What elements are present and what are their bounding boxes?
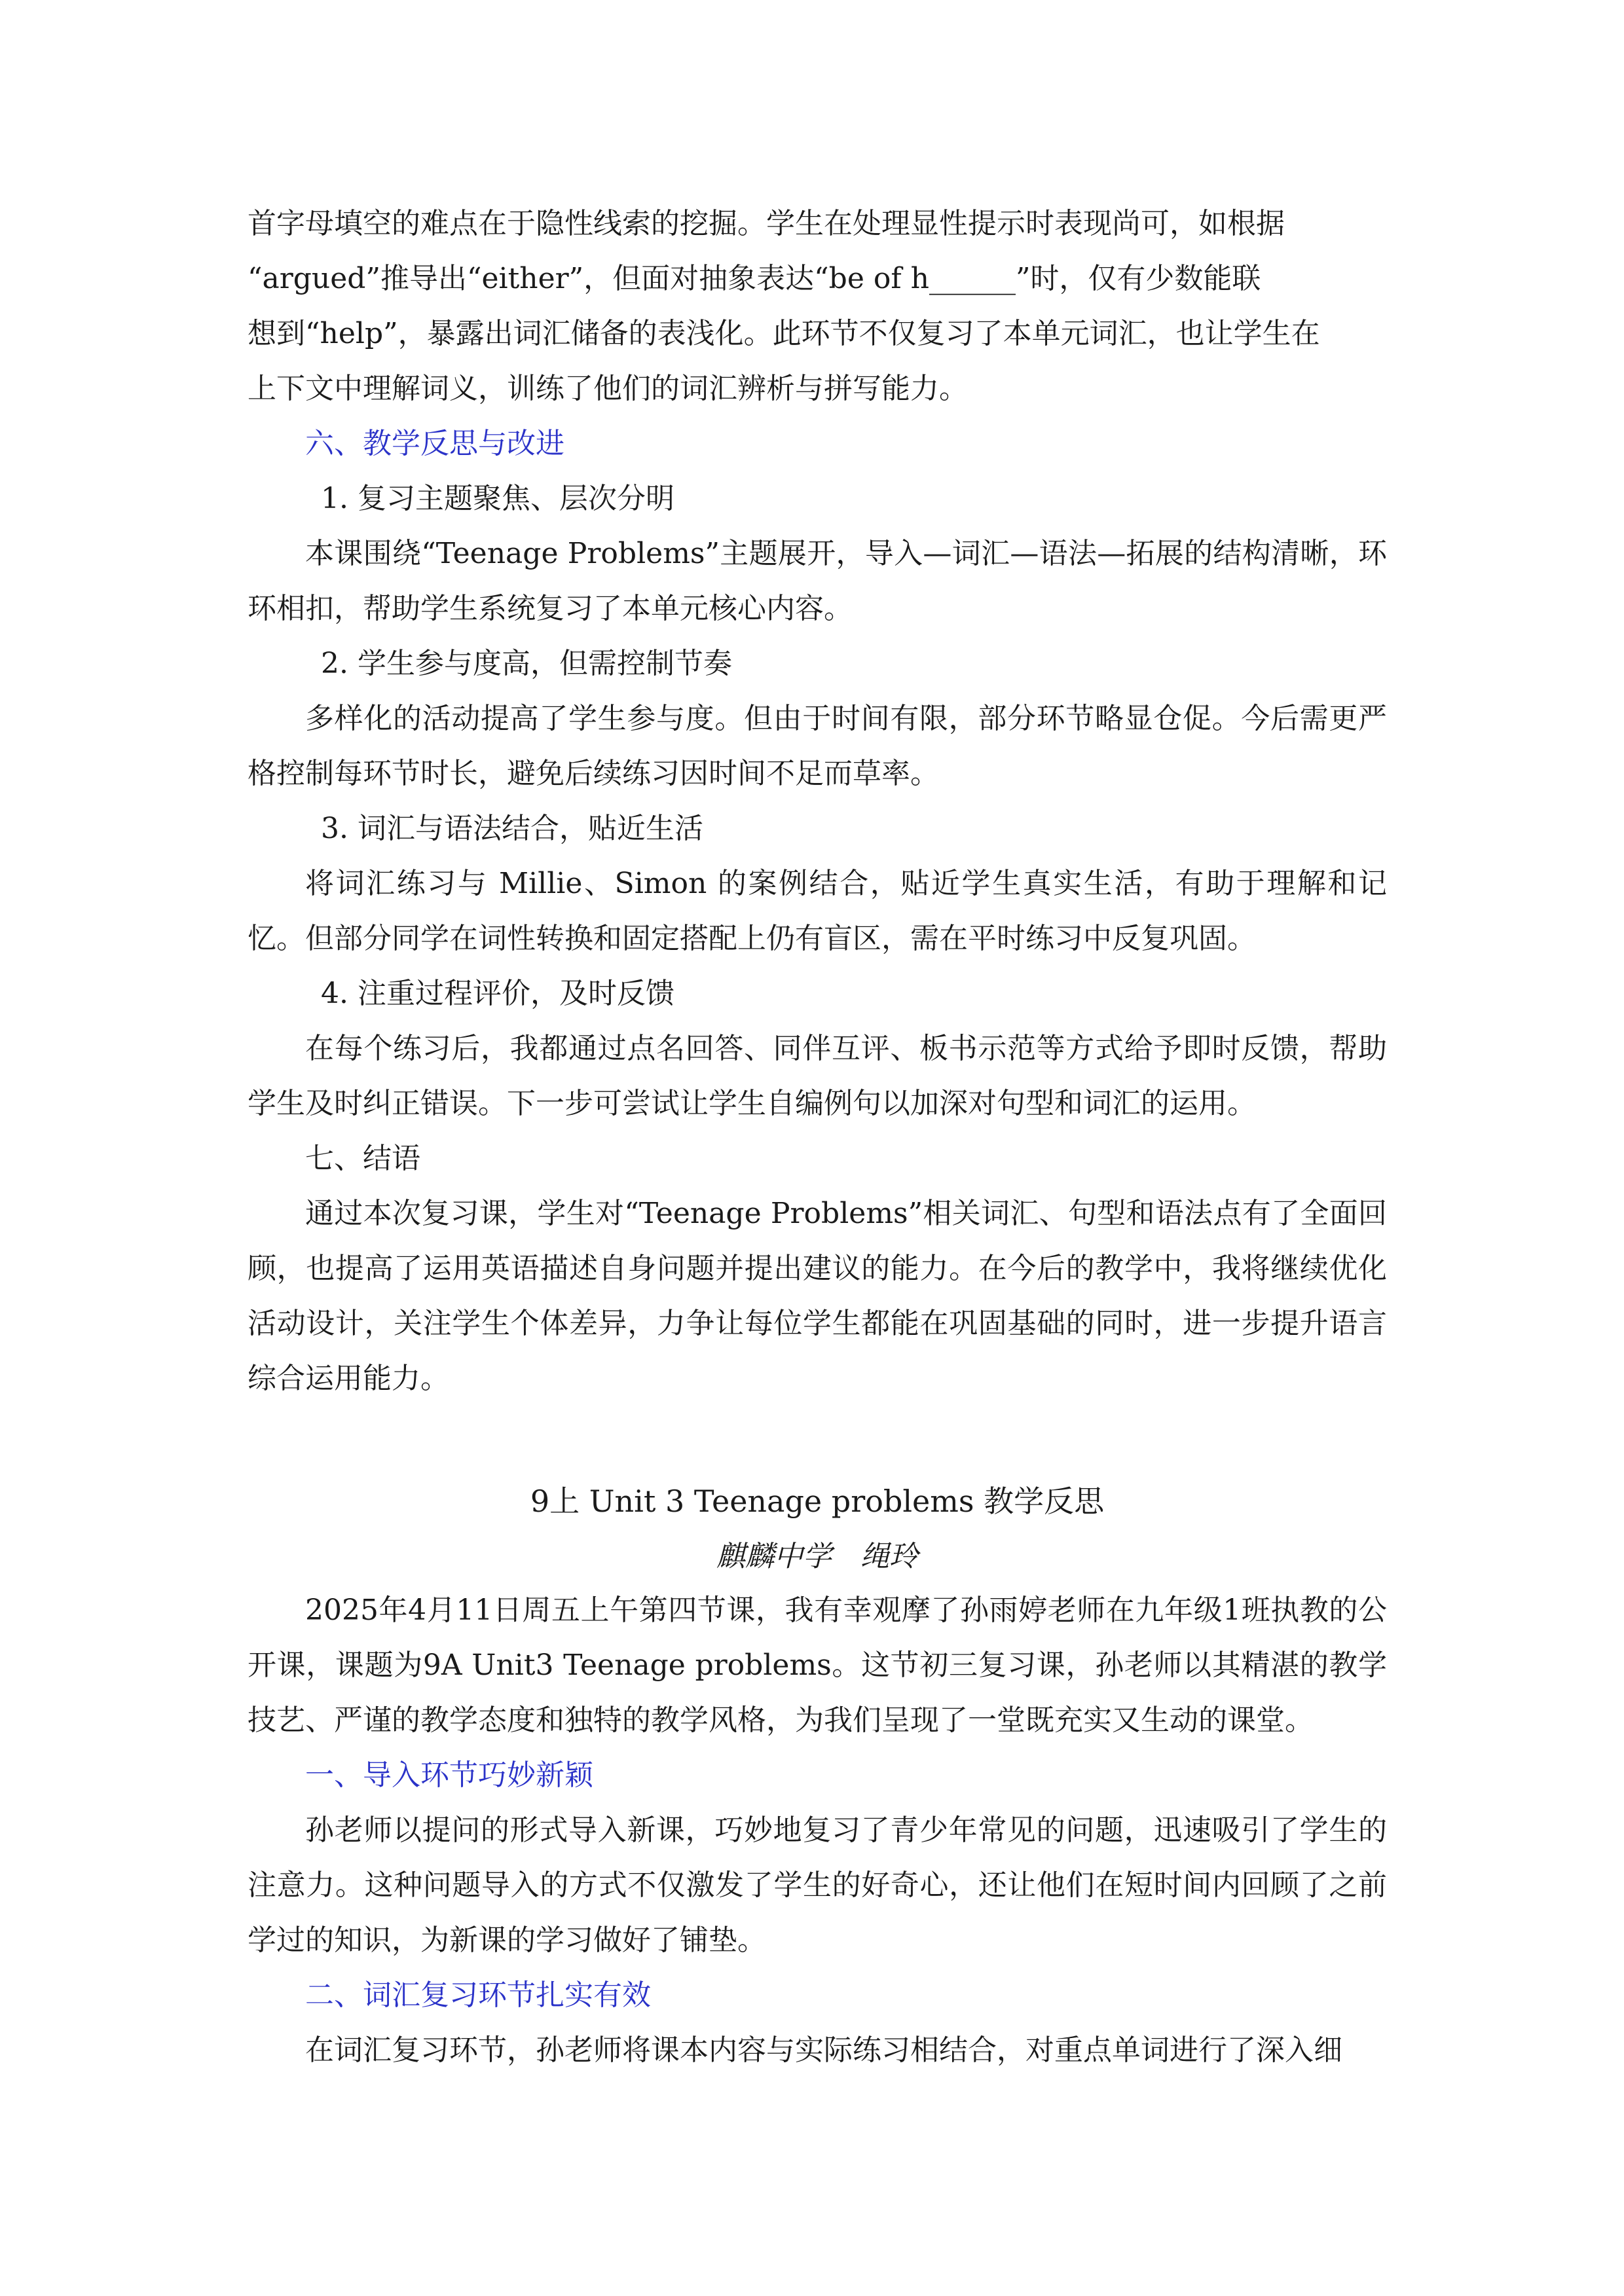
section6-item-title: 3. 词汇与语法结合，贴近生活 xyxy=(321,812,703,845)
intro-line: 想到“help”，暴露出词汇储备的表浅化。此环节不仅复习了本单元词汇，也让学生在 xyxy=(248,317,1320,350)
article-intro: 2025年4月11日周五上午第四节课，我有幸观摩了孙雨婷老师在九年级1班执教的公开课，课题为9A Unit3 Teenage problems。这节初三复习课，孙老师以其精湛的教学技艺、严谨的教学态度和独特的教学风格，为我们呈现了一堂既充实又生动的课堂。 xyxy=(248,1594,1387,1737)
article-section1-heading: 一、导入环节巧妙新颖 xyxy=(305,1758,593,1792)
article-author: 麒麟中学 绳玲 xyxy=(716,1540,918,1573)
intro-line: “argued”推导出“either”，但面对抽象表达“be of h______”时，仅有少数能联 xyxy=(248,262,1261,295)
article-section1-body: 孙老师以提问的形式导入新课，巧妙地复习了青少年常见的问题，迅速吸引了学生的注意力。这种问题导入的方式不仅激发了学生的好奇心，还让他们在短时间内回顾了之前学过的知识，为新课的学习做好了铺垫。 xyxy=(248,1813,1387,1957)
section7-heading: 七、结语 xyxy=(305,1142,420,1175)
section6-item-title: 1. 复习主题聚焦、层次分明 xyxy=(321,482,674,515)
article-section2-body: 在词汇复习环节，孙老师将课本内容与实际练习相结合，对重点单词进行了深入细 xyxy=(305,2033,1342,2067)
article-section2-heading: 二、词汇复习环节扎实有效 xyxy=(305,1978,651,2012)
document-page xyxy=(248,196,1387,2078)
section-spacer xyxy=(248,1406,1387,1472)
intro-paragraph xyxy=(248,196,1387,416)
article-title: 9上 Unit 3 Teenage problems 教学反思 xyxy=(530,1484,1105,1519)
section7-body: 通过本次复习课，学生对“Teenage Problems”相关词汇、句型和语法点有了全面回顾，也提高了运用英语描述自身问题并提出建议的能力。在今后的教学中，我将继续优化活动设计，关注学生个体差异，力争让每位学生都能在巩固基础的同时，进一步提升语言综合运用能力。 xyxy=(248,1197,1387,1395)
section6-item-body: 本课围绕“Teenage Problems”主题展开，导入—词汇—语法—拓展的结构清晰，环环相扣，帮助学生系统复习了本单元核心内容。 xyxy=(248,537,1387,625)
section6-heading: 六、教学反思与改进 xyxy=(305,427,564,460)
intro-line: 上下文中理解词义，训练了他们的词汇辨析与拼写能力。 xyxy=(248,372,968,405)
section6-item-title: 4. 注重过程评价，及时反馈 xyxy=(321,977,674,1010)
intro-line: 首字母填空的难点在于隐性线索的挖掘。学生在处理显性提示时表现尚可，如根据 xyxy=(248,207,1285,240)
section6-item-body: 将词汇练习与 Millie、Simon 的案例结合，贴近学生真实生活，有助于理解和记忆。但部分同学在词性转换和固定搭配上仍有盲区，需在平时练习中反复巩固。 xyxy=(248,867,1387,955)
section6-item-title: 2. 学生参与度高，但需控制节奏 xyxy=(321,647,732,680)
section6-item-body: 多样化的活动提高了学生参与度。但由于时间有限，部分环节略显仓促。今后需更严格控制每环节时长，避免后续练习因时间不足而草率。 xyxy=(248,702,1387,790)
section6-item-body: 在每个练习后，我都通过点名回答、同伴互评、板书示范等方式给予即时反馈，帮助学生及时纠正错误。下一步可尝试让学生自编例句以加深对句型和词汇的运用。 xyxy=(248,1032,1387,1120)
